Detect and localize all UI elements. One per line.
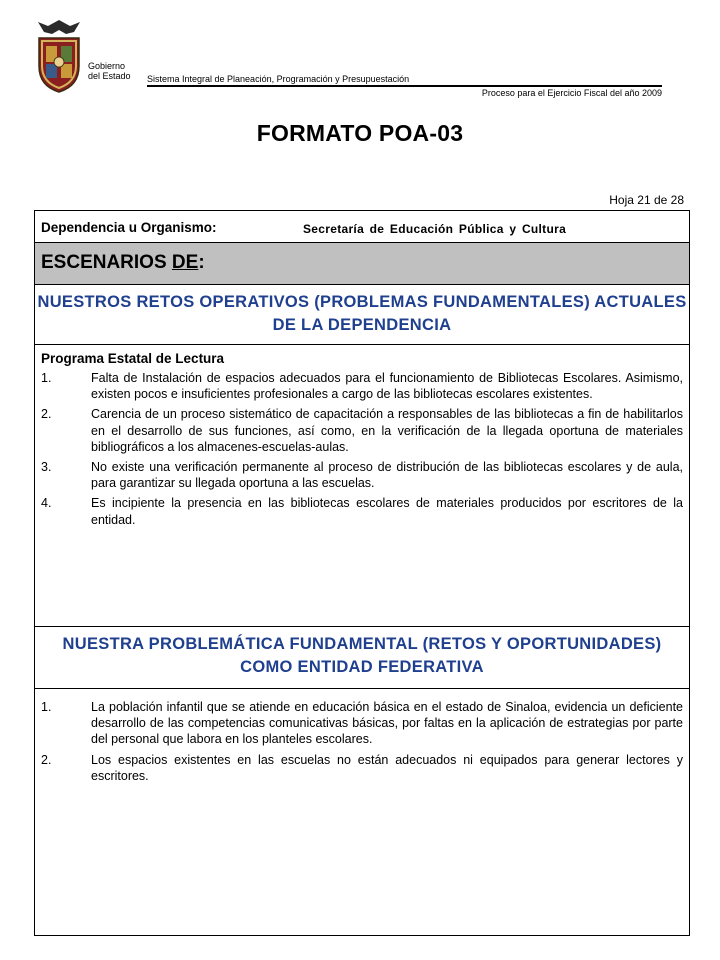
problematica-section bbox=[35, 689, 689, 935]
system-name: Sistema Integral de Planeación, Programación y Presupuestación bbox=[147, 74, 410, 84]
problematica-list bbox=[41, 699, 683, 784]
government-label bbox=[88, 61, 131, 81]
item-number: 4. bbox=[41, 496, 52, 511]
item-text: Carencia de un proceso sistemático de capacitación a responsables de las bibliotecas a fin de habilitarlos en el desarrollo de sus funciones, así como, en la verificación de la llegada oportuna de materiales bibliográficos a los almacenes-escuelas-aulas. bbox=[91, 407, 683, 454]
dependency-row bbox=[35, 211, 689, 243]
process-line: Proceso para el Ejercicio Fiscal del año 2009 bbox=[481, 88, 662, 98]
program-title: Programa Estatal de Lectura bbox=[41, 351, 225, 366]
scenarios-prefix: ESCENARIOS bbox=[41, 252, 172, 273]
scenarios-de: DE bbox=[171, 252, 199, 273]
list-item bbox=[41, 699, 683, 748]
item-text: Los espacios existentes en las escuelas no están adecuados ni equipados para generar lectores y escritores. bbox=[91, 752, 683, 783]
government-line2: del Estado bbox=[88, 71, 131, 81]
dependency-label: Dependencia u Organismo: bbox=[41, 220, 217, 235]
dependency-value: Secretaría de Educación Pública y Cultura bbox=[303, 222, 567, 236]
list-item bbox=[41, 752, 683, 784]
list-item bbox=[41, 370, 683, 402]
list-item bbox=[41, 459, 683, 491]
item-text: Falta de Instalación de espacios adecuados para el funcionamiento de Bibliotecas Escolares. Asimismo, existen pocos e insuficientes profesionales a cargo de las bibliotecas escolares existentes. bbox=[91, 371, 683, 402]
page-title: FORMATO POA-03 bbox=[256, 120, 464, 146]
item-text: Es incipiente la presencia en las bibliotecas escolares de materiales producidos por escritores de la entidad. bbox=[91, 496, 683, 527]
item-number: 3. bbox=[41, 460, 52, 475]
item-number: 2. bbox=[41, 752, 52, 767]
retos-section bbox=[35, 345, 689, 627]
scenarios-row bbox=[35, 243, 689, 285]
retos-list bbox=[41, 370, 683, 528]
item-number: 1. bbox=[41, 371, 52, 385]
retos-heading: NUESTROS RETOS OPERATIVOS (PROBLEMAS FUNDAMENTALES) ACTUALES DE LA DEPENDENCIA bbox=[35, 285, 689, 345]
list-item bbox=[41, 495, 683, 527]
page-number: Hoja 21 de 28 bbox=[609, 193, 684, 207]
item-text: No existe una verificación permanente al proceso de distribución de las bibliotecas escolares y de aula, para garantizar su llegada oportuna a las escuelas. bbox=[91, 460, 683, 491]
item-number: 2. bbox=[41, 407, 52, 422]
problematica-heading: NUESTRA PROBLEMÁTICA FUNDAMENTAL (RETOS Y OPORTUNIDADES) COMO ENTIDAD FEDERATIVA bbox=[35, 627, 689, 689]
item-number: 1. bbox=[41, 700, 52, 714]
header-divider bbox=[147, 85, 662, 87]
state-coat-of-arms-icon bbox=[34, 16, 84, 96]
document-header bbox=[0, 0, 720, 110]
form-frame bbox=[34, 210, 690, 936]
scenarios-heading bbox=[41, 252, 205, 274]
item-text: La población infantil que se atiende en educación básica en el estado de Sinaloa, evidencia un deficiente desarrollo de las competencias comunicativas básicas, por faltas en la aplicación de estrategias por parte del personal que labora en los planteles escolares. bbox=[91, 700, 683, 747]
scenarios-suffix: : bbox=[198, 252, 205, 273]
list-item bbox=[41, 406, 683, 455]
government-line1: Gobierno bbox=[88, 61, 126, 71]
